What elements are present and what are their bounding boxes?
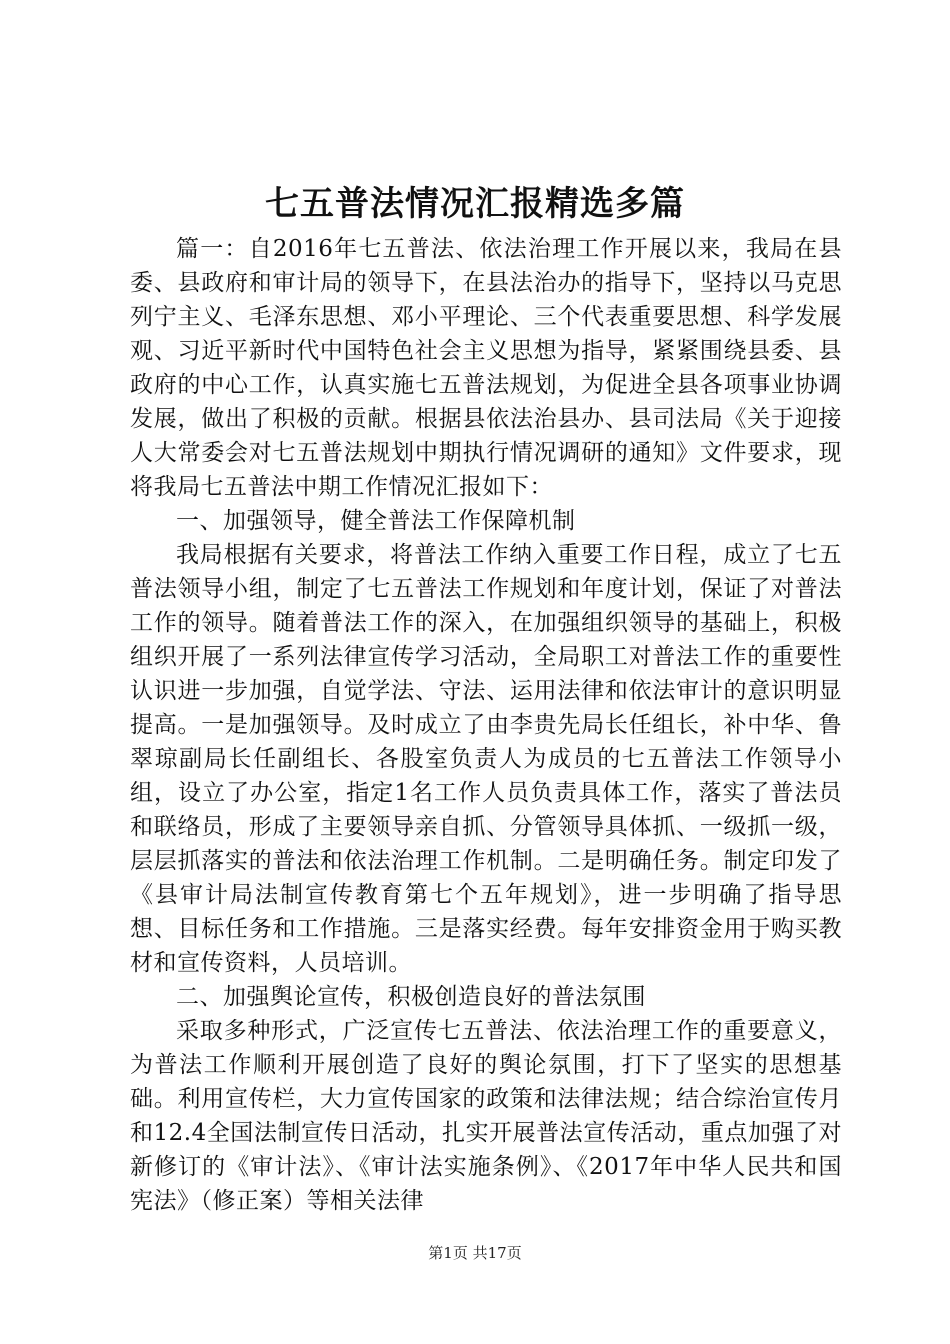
document-title: 七五普法情况汇报精选多篇 — [265, 184, 685, 224]
document-body — [130, 232, 842, 1218]
section-paragraph-2: 采取多种形式，广泛宣传七五普法、依法治理工作的重要意义，为普法工作顺利开展创造了良好的舆论氛围，打下了坚实的思想基础。利用宣传栏，大力宣传国家的政策和法律法规；结合综治宣传月和12.4全国法制宣传日活动，扎实开展普法宣传活动，重点加强了对新修订的《审计法》、《审计法实施条例》、《2017年中华人民共和国宪法》（修正案）等相关法律 — [130, 1018, 842, 1214]
page-footer: 第1页 共17页 — [428, 1244, 522, 1262]
intro-paragraph: 篇一：自2016年七五普法、依法治理工作开展以来，我局在县委、县政府和审计局的领导下，在县法治办的指导下，坚持以马克思列宁主义、毛泽东思想、邓小平理论、三个代表重要思想、科学发展观、习近平新时代中国特色社会主义思想为指导，紧紧围绕县委、县政府的中心工作，认真实施七五普法规划，为促进全县各项事业协调发展，做出了积极的贡献。根据县依法治县办、县司法局《关于迎接人大常委会对七五普法规划中期执行情况调研的通知》文件要求，现将我局七五普法中期工作情况汇报如下： — [130, 236, 842, 500]
section-paragraph-1: 我局根据有关要求，将普法工作纳入重要工作日程，成立了七五普法领导小组，制定了七五普法工作规划和年度计划，保证了对普法工作的领导。随着普法工作的深入，在加强组织领导的基础上，积极组织开展了一系列法律宣传学习活动，全局职工对普法工作的重要性认识进一步加强，自觉学法、守法、运用法律和依法审计的意识明显提高。一是加强领导。及时成立了由李贵先局长任组长，补中华、鲁翠琼副局长任副组长、各股室负责人为成员的七五普法工作领导小组，设立了办公室，指定1名工作人员负责具体工作，落实了普法员和联络员，形成了主要领导亲自抓、分管领导具体抓、一级抓一级，层层抓落实的普法和依法治理工作机制。二是明确任务。制定印发了《县审计局法制宣传教育第七个五年规划》，进一步明确了指导思想、目标任务和工作措施。三是落实经费。每年安排资金用于购买教材和宣传资料，人员培训。 — [130, 542, 842, 976]
section-heading-1: 一、加强领导，健全普法工作保障机制 — [176, 508, 576, 534]
section-heading-2: 二、加强舆论宣传，积极创造良好的普法氛围 — [176, 984, 646, 1010]
